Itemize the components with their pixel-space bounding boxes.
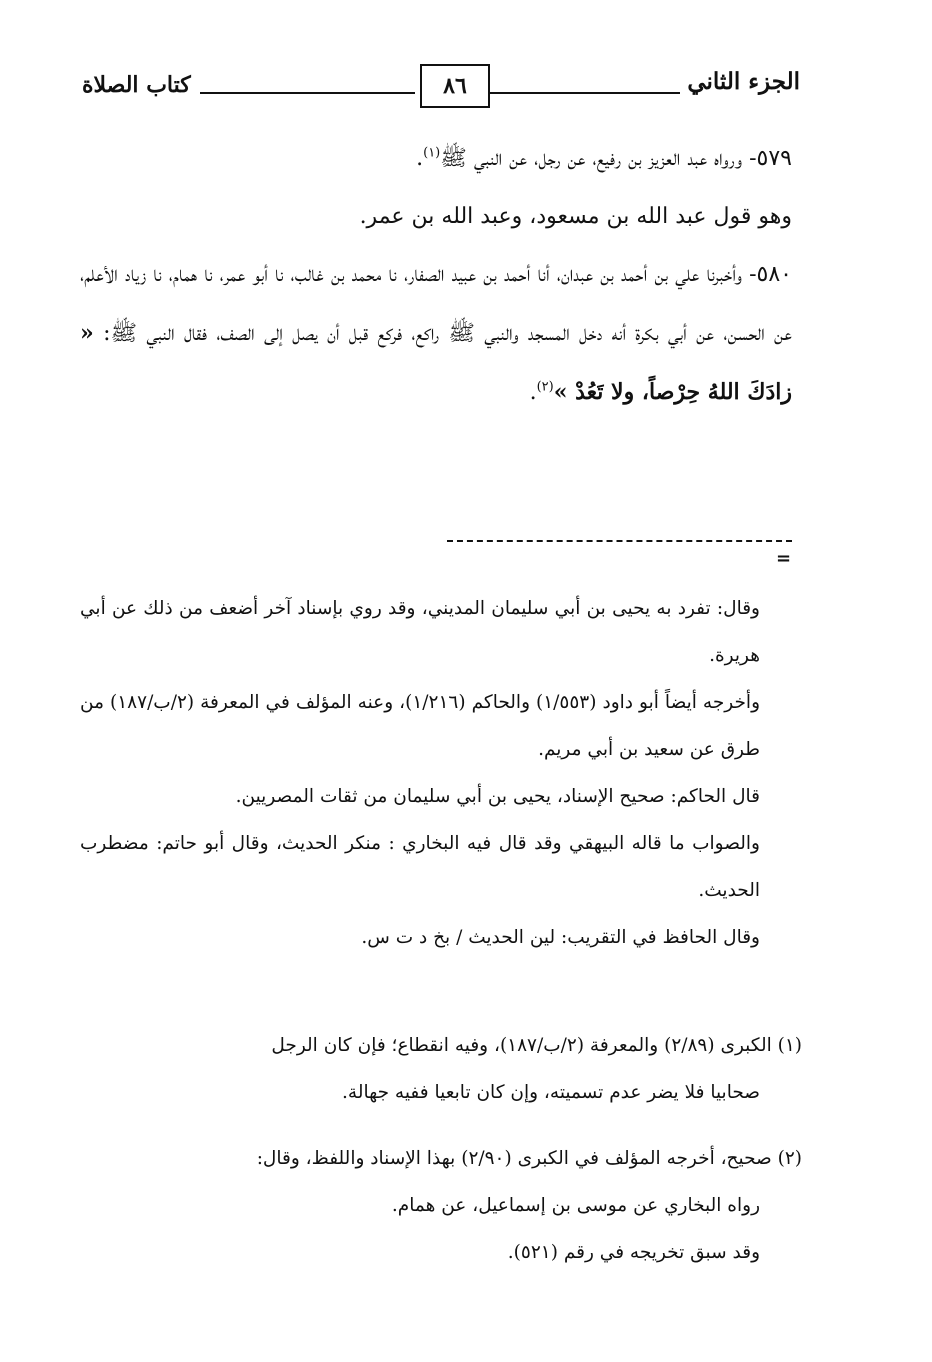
note-line: وقال: تفرد به يحيى بن أبي سليمان المديني، وقد روي بإسناد آخر أضعف من ذلك عن أبي هريرة.	[80, 598, 760, 666]
footnote-separator	[447, 540, 792, 542]
main-text	[80, 130, 792, 422]
footnote-1-line	[80, 1022, 802, 1069]
footnote-2-continuation: رواه البخاري عن موسى بن إسماعيل، عن همام.	[391, 1195, 760, 1216]
hadith-580-end: .	[529, 380, 537, 405]
note-line: والصواب ما قاله البيهقي وقد قال فيه البخاري : منكر الحديث، وقال أبو حاتم: مضطرب الحديث.	[80, 833, 760, 901]
note-line: وأخرجه أيضاً أبو داود (١/٥٥٣) والحاكم (١/٢١٦)، وعنه المؤلف في المعرفة (٢/ب/١٨٧) من طرق عن سعيد بن أبي مريم.	[80, 692, 760, 760]
page-number-box	[420, 64, 490, 108]
footnote-2-number: (٢)	[777, 1148, 802, 1169]
footnote-1-continuation: صحابيا فلا يضر عدم تسميته، وإن كان تابعيا ففيه جهالة.	[342, 1082, 760, 1103]
book-title: كتاب الصلاة	[82, 72, 191, 98]
footnote-1	[80, 1022, 802, 1116]
footnote-2-line	[80, 1135, 802, 1182]
hadith-579-text: ٥٧٩- ورواه عبد العزيز بن رفيع، عن رجل، عن النبي ﷺ	[440, 146, 792, 171]
header-rule-right	[490, 92, 680, 94]
page-number: ٨٦	[443, 73, 467, 99]
hadith-579-comment: وهو قول عبد الله بن مسعود، وعبد الله بن عمر.	[359, 204, 792, 229]
note-line: قال الحاكم: صحيح الإسناد، يحيى بن أبي سليمان من ثقات المصريين.	[235, 786, 760, 807]
page-header	[70, 62, 800, 112]
hadith-580	[80, 246, 792, 422]
footnote-ref-1: (١)	[423, 145, 441, 161]
header-rule-left	[200, 92, 415, 94]
volume-title: الجزء الثاني	[687, 68, 800, 95]
footnote-1-number: (١)	[777, 1035, 802, 1056]
note-line: وقال الحافظ في التقريب: لين الحديث / بخ د ت س.	[361, 927, 760, 948]
hadith-579-end: .	[416, 146, 424, 171]
footnote-2	[80, 1135, 802, 1276]
continuation-mark: =	[776, 548, 792, 569]
footnote-ref-2: (٢)	[536, 379, 554, 395]
footnote-2-text: صحيح، أخرجه المؤلف في الكبرى (٢/٩٠) بهذا الإسناد واللفظ، وقال:	[256, 1148, 772, 1169]
footnote-1-text: الكبرى (٢/٨٩) والمعرفة (٢/ب/١٨٧)، وفيه انقطاع؛ فإن كان الرجل	[271, 1035, 772, 1056]
hadith-580-text: ٥٨٠- وأخبرنا علي بن أحمد بن عبدان، أنا أحمد بن عبيد الصفار، نا محمد بن غالب، نا أبو عمر، نا همام، نا زياد الأعلم، عن الحسن، عن أبي بكرة أنه دخل المسجد والنبي ﷺ راكع، فركع قبل أن يصل إلى الصف، فقال النبي ﷺ:	[80, 262, 792, 346]
footnote-2-continuation: وقد سبق تخريجه في رقم (٥٢١).	[507, 1242, 760, 1263]
hadith-579	[80, 130, 792, 188]
continued-footnote	[80, 585, 760, 961]
hadith-580-quote: « زادَكَ اللهُ حِرْصاً، ولا تَعُدْ »	[80, 320, 792, 405]
